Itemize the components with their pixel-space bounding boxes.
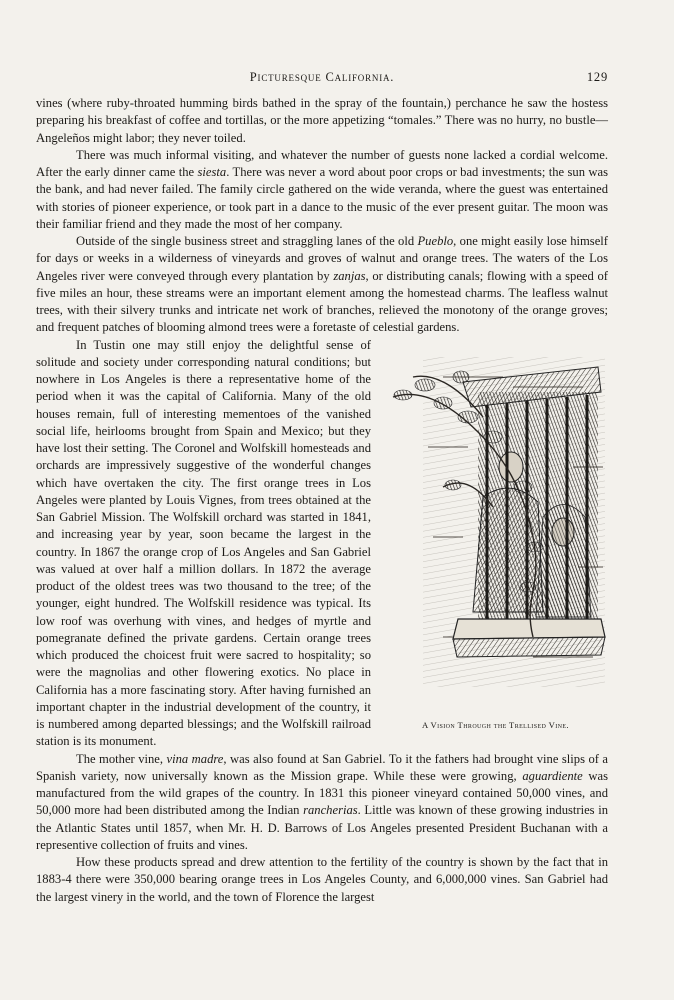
vine-window-engraving xyxy=(383,337,608,717)
paragraph-2 xyxy=(36,147,608,233)
text-run: was manufactured from the wild grapes of the country. In 1831 this pioneer vineyard contained 50,000 vines, and 50,000 more had been distributed among the Indian xyxy=(36,768,608,818)
running-header xyxy=(36,70,608,88)
italic-term: aguardiente xyxy=(522,768,583,783)
sill-shadow xyxy=(453,637,605,657)
text-run: There was much informal visiting, and whatever the number of guests none lacked a cordial welcome. After the early dinner came the xyxy=(36,147,608,179)
illustration xyxy=(383,337,608,737)
paragraph-5 xyxy=(36,751,608,855)
italic-term: Pueblo xyxy=(417,234,454,248)
paragraph-6: How these products spread and drew attention to the fertility of the country is shown by the fact that in 1883-4 there were 350,000 bearing orange trees in Los Angeles County, and 6,000,000 vines. San Gabriel had the largest vinery in the world, and the town of Florence the largest xyxy=(36,855,608,904)
figure-caption: A Vision Through the Trellised Vine. xyxy=(422,720,569,731)
italic-term: vina madre xyxy=(166,751,224,766)
italic-term: zanjas xyxy=(333,268,366,283)
text-run: The mother vine, xyxy=(76,751,167,766)
text-run: , one might easily lose himself for days or weeks in a wilderness of vineyards and groves of walnut and orange trees. The waters of the Los Angeles river were conveyed through every plantation by xyxy=(36,234,608,283)
woman-face xyxy=(499,452,523,482)
elder-figure xyxy=(536,504,591,617)
running-title: Picturesque California. xyxy=(249,70,395,84)
italic-term: siesta xyxy=(197,165,227,179)
window-sill xyxy=(453,619,605,639)
text-run: , was also found at San Gabriel. To it the fathers had brought vine slips of a Spanish variety, now universally known as the Mission grape. While these were growing, xyxy=(36,751,609,783)
page-number: 129 xyxy=(586,70,608,84)
paragraph-4: In Tustin one may still enjoy the delightful sense of solitude and society under corresponding natural conditions; but nowhere in Los Angeles is there a representative home of the period when it was the capital of California. Many of the old houses remain, full of interesting mementoes of the vanished social life, heirlooms brought from Spain and Mexico; but they have lost their setting. The Coronel and Wolfskill homesteads and orchards are impressively suggestive of the wonderful changes which have overtaken the city. The first orange trees in Los Angeles were planted by Louis Vignes, from trees obtained at the San Gabriel Mission. The Wolfskill orchard was started in 1841, and increasing year by year, soon became the largest in the country. In 1867 the orange crop of Los Angeles and San Gabriel was valued at over half a million dollars. In 1872 the average product of the oldest trees was two thousand to the tree; of the younger, eight hundred. The Wolfskill residence was typical. Its low roof was overhung with vines, and hedges of myrtle and pomegranate defined the private gardens. Certain orange trees which produced the choicest fruit were sacred to hospitality; so were the magnolias and other flowering exotics. No place in California has a more fascinating story. After having furnished an important chapter in the industrial development of the country, it is numbered among departed blessings; and the Wolfskill railroad station is its monument. xyxy=(36,337,371,749)
text-run: Outside of the single business street and straggling lanes of the old xyxy=(76,234,418,248)
text-run: , or distributing canals; flowing with a speed of five miles an hour, these streams were an important element among the homestead charms. The leafless walnut trees, with their silvery trunks and intricate net work of branches, relieved the monotony of the orange groves; and frequent patches of blooming almond trees were a foretaste of celestial gardens. xyxy=(36,268,608,335)
paragraph-1: vines (where ruby-throated humming birds bathed in the spray of the fountain,) perchance he saw the hostess preparing his breakfast of coffee and tortillas, or the more appetizing “tomales.” There was no hurry, no bustle—Angeleños might labor; they never toiled. xyxy=(36,96,608,145)
text-run: . There was never a word about poor crops or bad investments; the sun was the bank, and had never failed. The family circle gathered on the wide veranda, where the guest was entertained with stories of pioneer experience, or took part in a dance to the music of the ever present guitar. The moon was their familiar friend and they made the most of her company. xyxy=(36,165,608,231)
paragraph-3 xyxy=(36,233,608,337)
italic-term: rancherias xyxy=(303,803,358,818)
body-text xyxy=(36,95,608,906)
text-run: . Little was known of these growing industries in the Atlantic States until 1857, when Mr. H. D. Barrows of Los Angeles presented President Buchanan with a representive collection of fruits and vines. xyxy=(36,803,608,852)
